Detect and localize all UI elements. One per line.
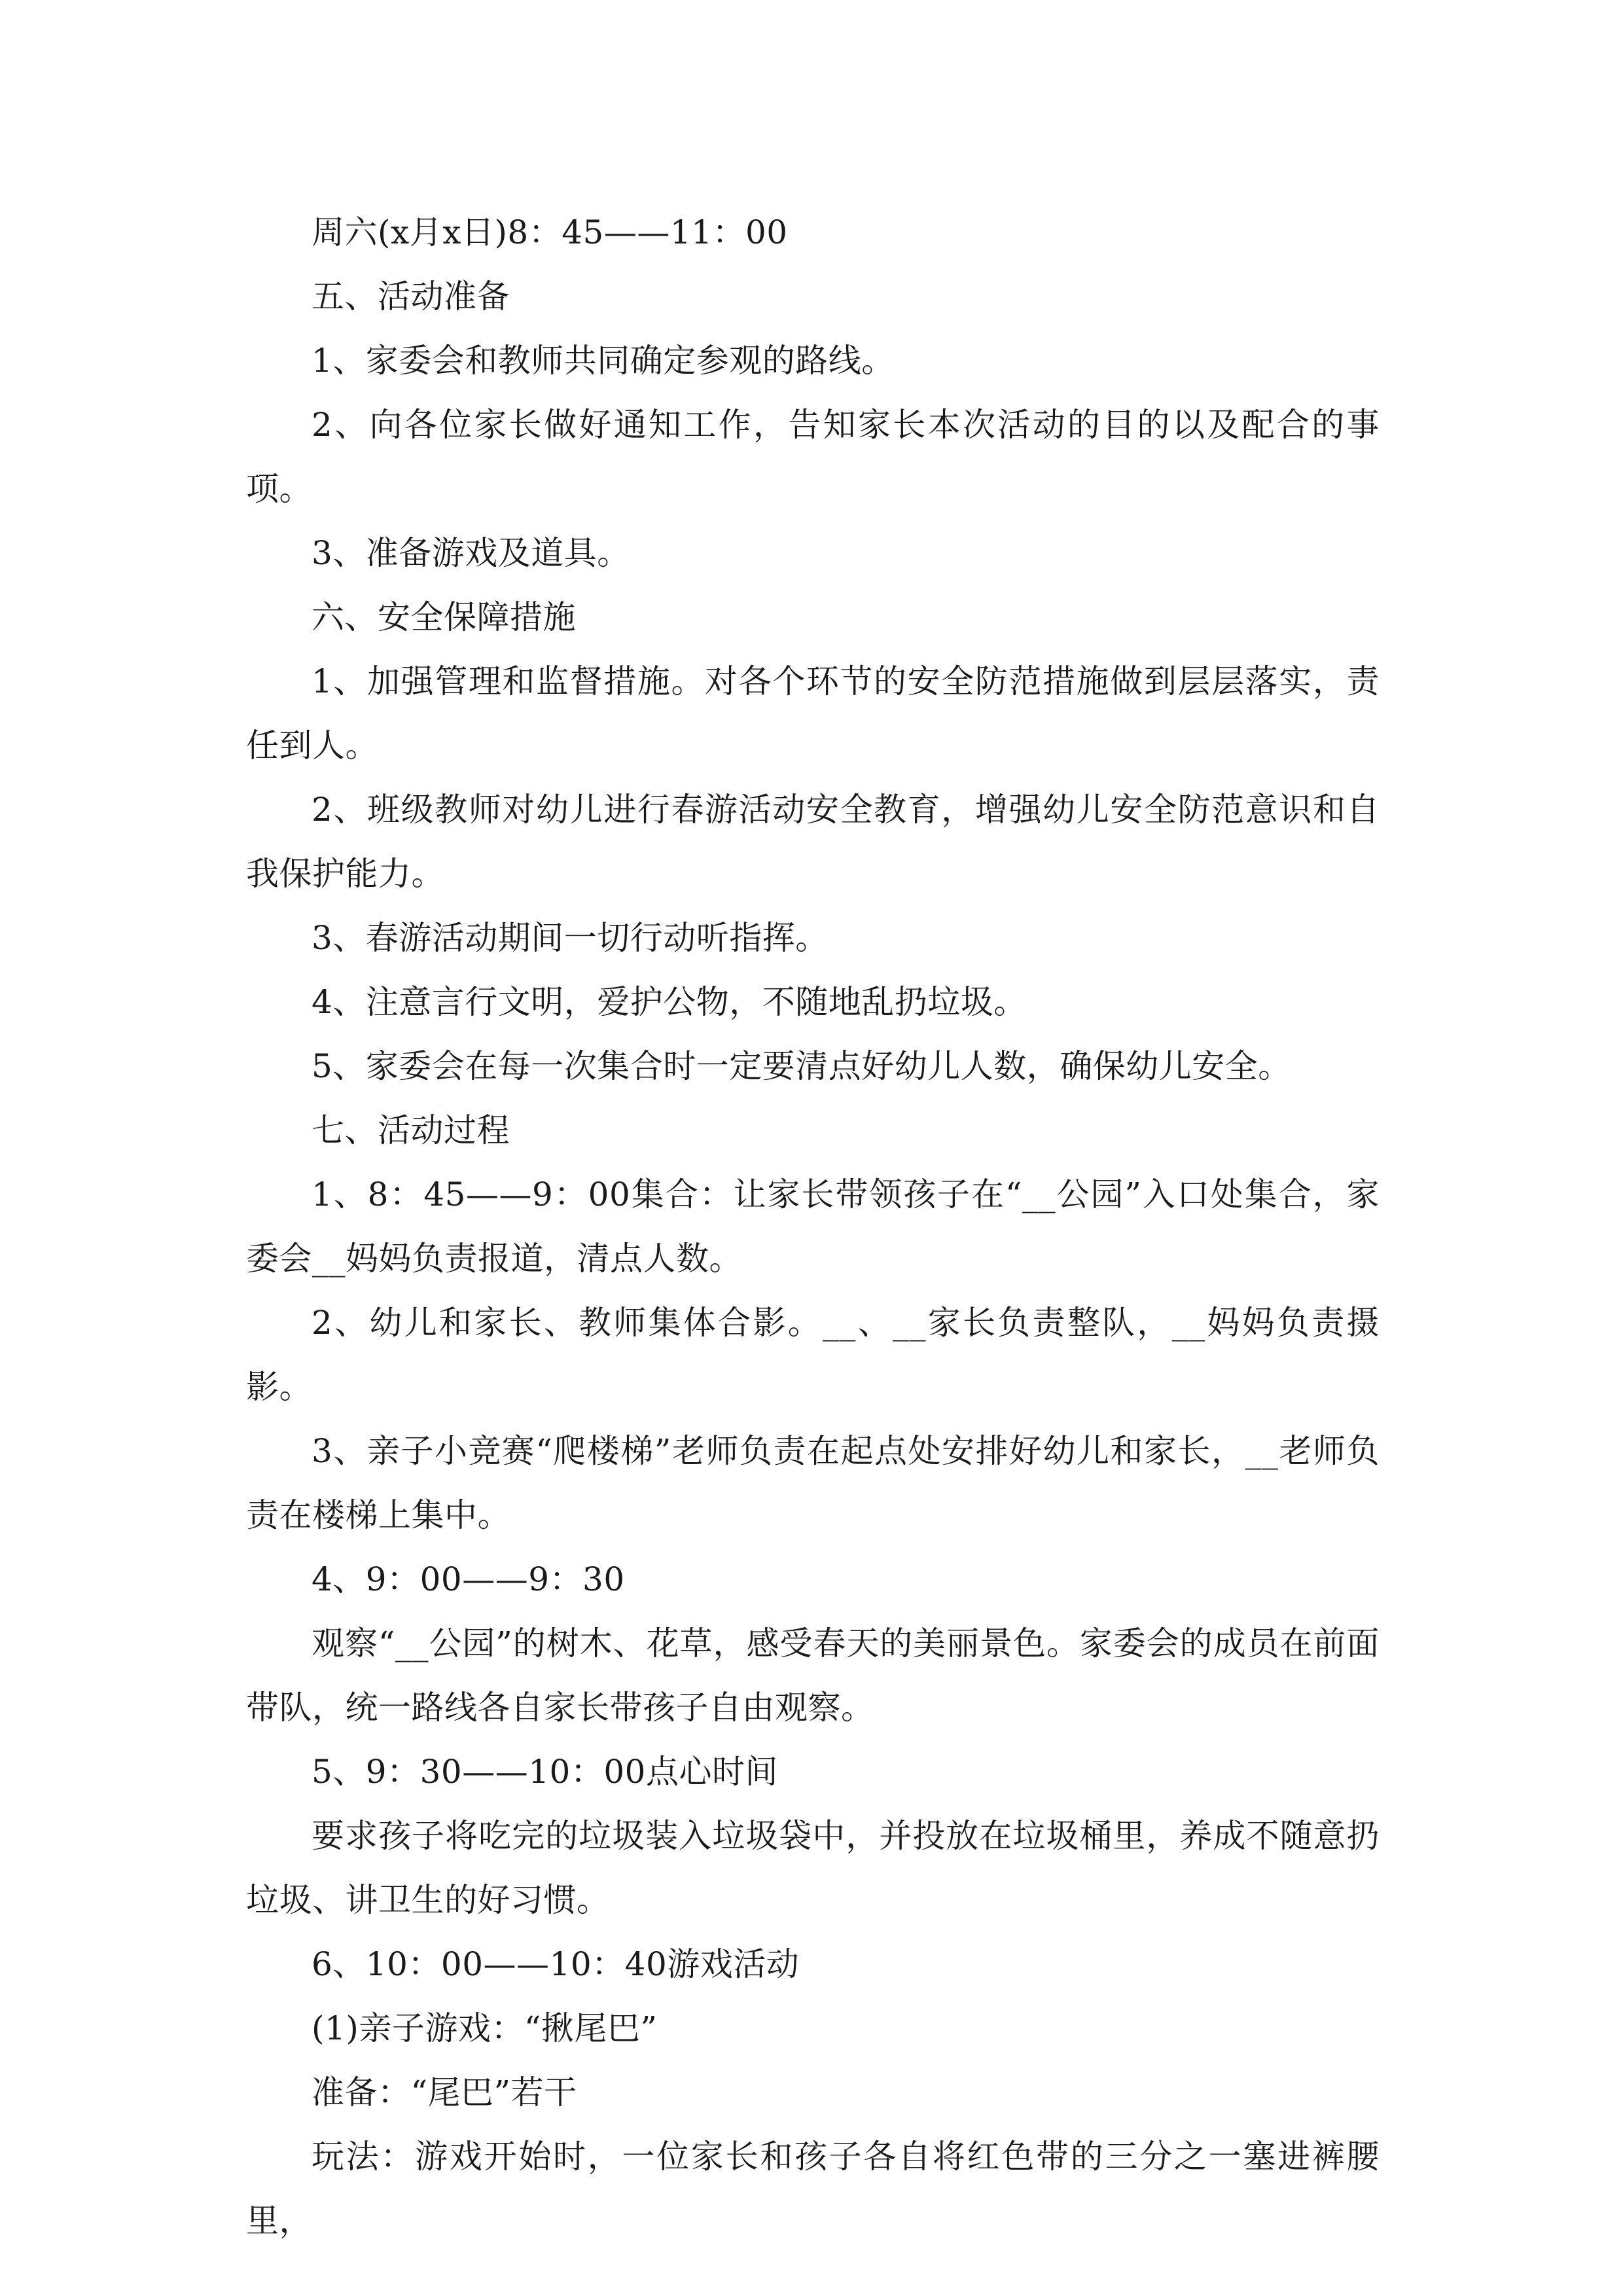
- paragraph: 2、班级教师对幼儿进行春游活动安全教育，增强幼儿安全防范意识和自我保护能力。: [246, 791, 1380, 893]
- paragraph: 3、亲子小竞赛“爬楼梯”老师负责在起点处安排好幼儿和家长，__老师负责在楼梯上集中。: [246, 1432, 1380, 1534]
- paragraph: 5、9：30——10：00点心时间: [312, 1753, 778, 1791]
- paragraph: 3、春游活动期间一切行动听指挥。: [312, 919, 829, 957]
- paragraph-time: 周六(x月x日)8：45——11：00: [312, 213, 788, 251]
- document-body: [246, 200, 1380, 2253]
- paragraph: 2、向各位家长做好通知工作，告知家长本次活动的目的以及配合的事项。: [246, 406, 1380, 508]
- heading-activity-process: 七、活动过程: [312, 1111, 510, 1149]
- paragraph: 3、准备游戏及道具。: [312, 534, 630, 572]
- heading-activity-preparation: 五、活动准备: [312, 278, 510, 315]
- paragraph: 观察“__公园”的树木、花草，感受春天的美丽景色。家委会的成员在前面带队，统一路线各自家长带孩子自由观察。: [246, 1624, 1380, 1727]
- paragraph: 准备：“尾巴”若干: [312, 2073, 577, 2111]
- paragraph: 玩法：游戏开始时，一位家长和孩子各自将红色带的三分之一塞进裤腰里，: [246, 2138, 1380, 2240]
- paragraph: 1、家委会和教师共同确定参观的路线。: [312, 342, 895, 380]
- paragraph: 1、加强管理和监督措施。对各个环节的安全防范措施做到层层落实，责任到人。: [246, 662, 1380, 764]
- paragraph: 1、8：45——9：00集合：让家长带领孩子在“__公园”入口处集合，家委会__妈妈负责报道，清点人数。: [246, 1175, 1380, 1278]
- paragraph: 要求孩子将吃完的垃圾装入垃圾袋中，并投放在垃圾桶里，养成不随意扔垃圾、讲卫生的好习惯。: [246, 1817, 1380, 1919]
- heading-safety-measures: 六、安全保障措施: [312, 598, 576, 636]
- paragraph: 5、家委会在每一次集合时一定要清点好幼儿人数，确保幼儿安全。: [312, 1047, 1291, 1085]
- paragraph: 4、注意言行文明，爱护公物，不随地乱扔垃圾。: [312, 983, 1027, 1021]
- paragraph: (1)亲子游戏：“揪尾巴”: [312, 2009, 658, 2047]
- paragraph: 4、9：00——9：30: [312, 1560, 625, 1598]
- paragraph: 2、幼儿和家长、教师集体合影。__、__家长负责整队，__妈妈负责摄影。: [246, 1304, 1380, 1406]
- paragraph: 6、10：00——10：40游戏活动: [312, 1945, 800, 1983]
